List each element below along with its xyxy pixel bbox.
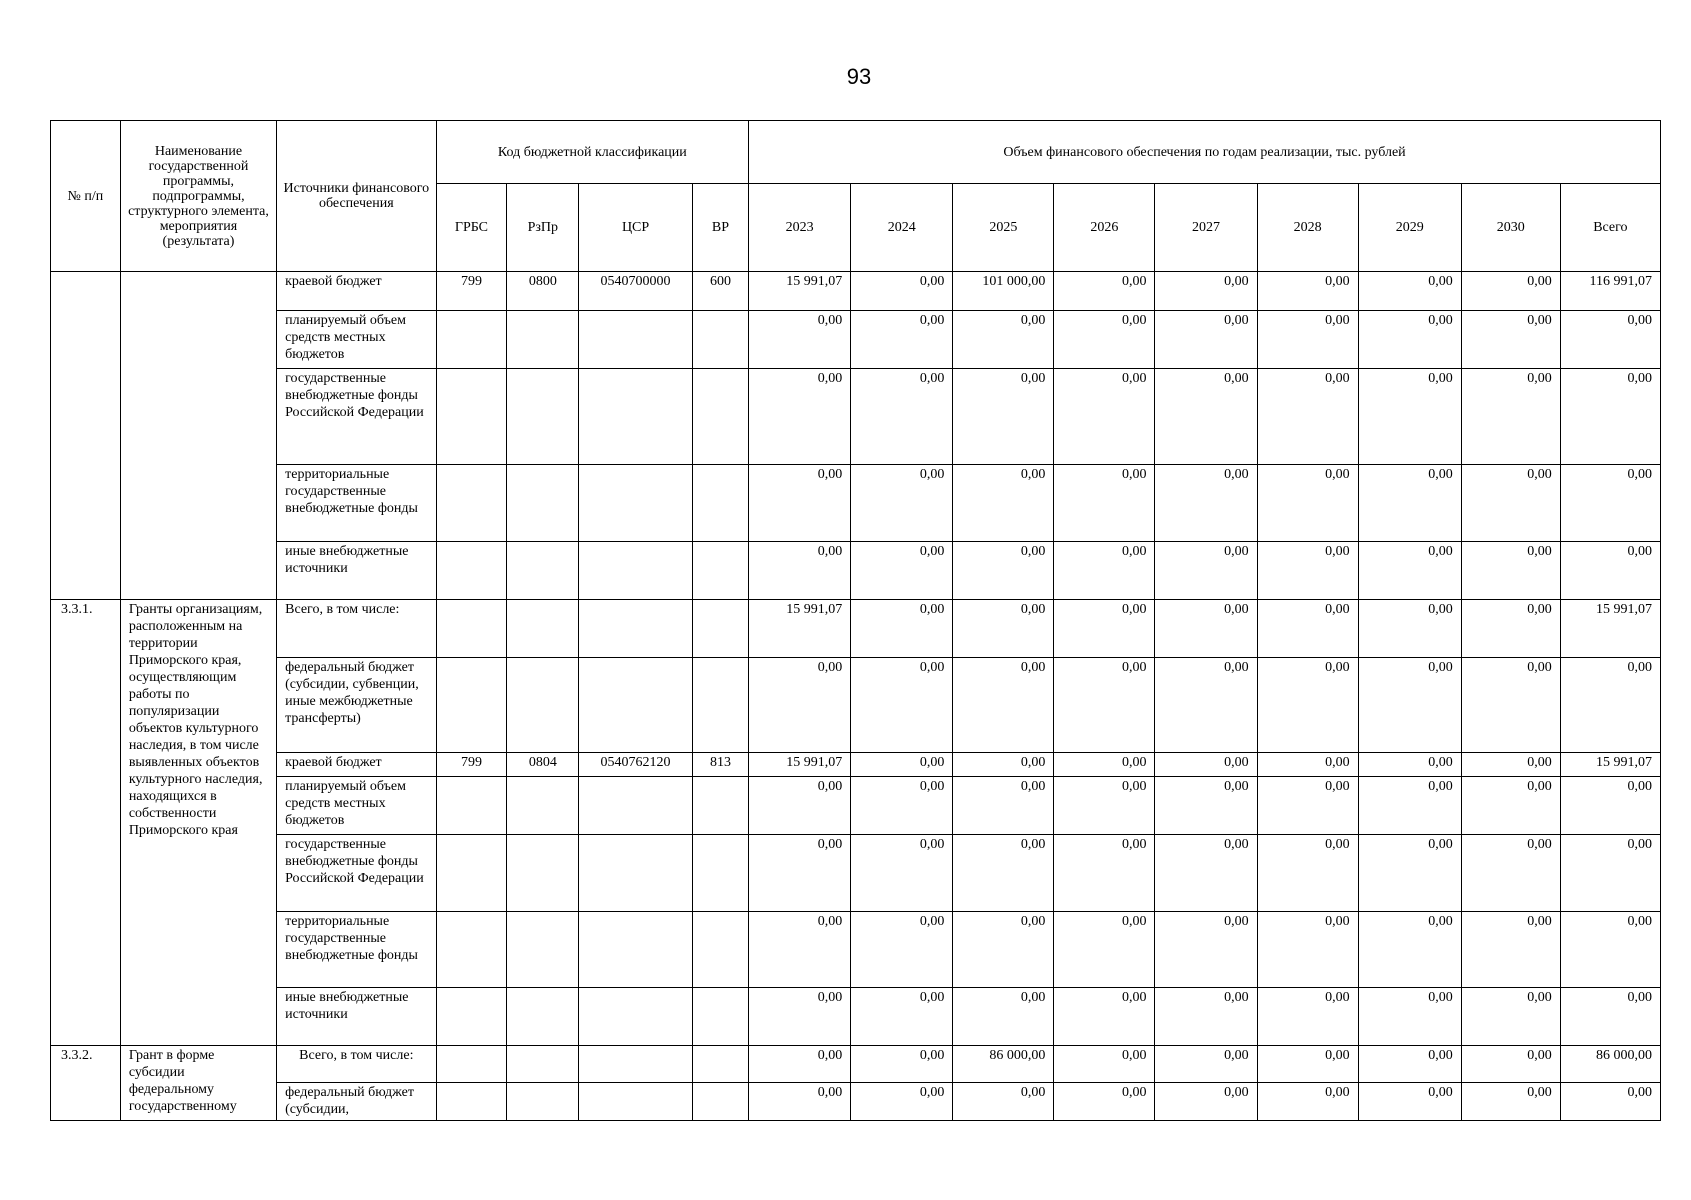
value-year: 0,00 [1257, 1046, 1358, 1083]
value-year: 0,00 [1054, 777, 1155, 835]
code-rzpr [507, 369, 579, 465]
header-year-2025: 2025 [953, 184, 1054, 272]
value-year: 0,00 [1257, 912, 1358, 988]
value-year: 0,00 [953, 1083, 1054, 1121]
value-year: 0,00 [953, 542, 1054, 600]
value-total: 0,00 [1560, 465, 1660, 542]
table-row [51, 753, 1661, 777]
code-vr: 600 [692, 272, 748, 311]
value-year: 0,00 [851, 658, 953, 753]
value-year: 0,00 [1155, 988, 1257, 1046]
header-year-2030: 2030 [1461, 184, 1560, 272]
value-year: 0,00 [749, 542, 851, 600]
code-vr [692, 777, 748, 835]
code-rzpr [507, 835, 579, 912]
value-year: 0,00 [1054, 835, 1155, 912]
value-year: 0,00 [1257, 1083, 1358, 1121]
code-rzpr: 0800 [507, 272, 579, 311]
budget-table [50, 120, 1661, 1121]
value-year: 0,00 [1054, 658, 1155, 753]
value-year: 0,00 [851, 465, 953, 542]
header-year-2024: 2024 [851, 184, 953, 272]
value-year: 0,00 [851, 600, 953, 658]
table-row [51, 1046, 1661, 1083]
value-year: 0,00 [1461, 1046, 1560, 1083]
value-year: 0,00 [1054, 912, 1155, 988]
code-grbs [436, 311, 507, 369]
value-year: 0,00 [1358, 311, 1461, 369]
value-year: 0,00 [1257, 311, 1358, 369]
funding-source: краевой бюджет [277, 272, 436, 311]
table-row [51, 777, 1661, 835]
value-year: 0,00 [1155, 542, 1257, 600]
value-total: 116 991,07 [1560, 272, 1660, 311]
funding-source: территориальные государственные внебюджетные фонды [277, 465, 436, 542]
code-csr [579, 369, 693, 465]
code-grbs: 799 [436, 753, 507, 777]
funding-source: планируемый объем средств местных бюджетов [277, 777, 436, 835]
code-grbs [436, 369, 507, 465]
code-vr: 813 [692, 753, 748, 777]
value-year: 0,00 [1054, 1046, 1155, 1083]
value-year: 0,00 [851, 753, 953, 777]
program-name: Гранты организациям, расположенным на территории Приморского края, осуществляющим работы по популяризации объектов культурного наследия, в том числе выявленных объектов культурного наследия, находящихся в собственности Приморского края [120, 600, 276, 1046]
code-vr [692, 311, 748, 369]
code-csr [579, 600, 693, 658]
value-total: 0,00 [1560, 777, 1660, 835]
header-total: Всего [1560, 184, 1660, 272]
value-year: 0,00 [1461, 600, 1560, 658]
code-rzpr [507, 311, 579, 369]
header-year-2027: 2027 [1155, 184, 1257, 272]
table-row [51, 912, 1661, 988]
value-year: 0,00 [749, 1083, 851, 1121]
value-year: 0,00 [1461, 658, 1560, 753]
header-no: № п/п [51, 121, 121, 272]
code-rzpr: 0804 [507, 753, 579, 777]
row-number: 3.3.2. [51, 1046, 121, 1121]
value-year: 0,00 [1461, 753, 1560, 777]
code-vr [692, 1083, 748, 1121]
value-year: 15 991,07 [749, 272, 851, 311]
value-year: 0,00 [851, 369, 953, 465]
code-grbs [436, 777, 507, 835]
funding-source: территориальные государственные внебюджетные фонды [277, 912, 436, 988]
header-name: Наименование государственной программы, подпрограммы, структурного элемента, мероприятия (результата) [120, 121, 276, 272]
value-total: 0,00 [1560, 988, 1660, 1046]
header-volume: Объем финансового обеспечения по годам реализации, тыс. рублей [749, 121, 1661, 184]
table-row [51, 369, 1661, 465]
value-year: 0,00 [1155, 1083, 1257, 1121]
value-year: 0,00 [1155, 753, 1257, 777]
code-vr [692, 369, 748, 465]
value-year: 0,00 [749, 912, 851, 988]
value-year: 0,00 [851, 1046, 953, 1083]
code-csr: 0540762120 [579, 753, 693, 777]
value-year: 0,00 [749, 777, 851, 835]
value-year: 0,00 [1054, 311, 1155, 369]
header-code-grbs: ГРБС [436, 184, 507, 272]
value-year: 0,00 [1257, 988, 1358, 1046]
value-year: 0,00 [1461, 835, 1560, 912]
funding-source: планируемый объем средств местных бюджетов [277, 311, 436, 369]
header-code-csr: ЦСР [579, 184, 693, 272]
value-year: 0,00 [1358, 835, 1461, 912]
code-grbs: 799 [436, 272, 507, 311]
value-year: 0,00 [1461, 912, 1560, 988]
row-number [51, 272, 121, 600]
value-year: 0,00 [1257, 542, 1358, 600]
code-vr [692, 658, 748, 753]
value-year: 0,00 [1054, 272, 1155, 311]
header-sources: Источники финансового обеспечения [277, 121, 436, 272]
code-csr [579, 912, 693, 988]
value-year: 0,00 [953, 988, 1054, 1046]
value-year: 15 991,07 [749, 600, 851, 658]
value-year: 15 991,07 [749, 753, 851, 777]
header-year-2026: 2026 [1054, 184, 1155, 272]
value-year: 0,00 [1054, 369, 1155, 465]
funding-source: Всего, в том числе: [277, 600, 436, 658]
value-year: 0,00 [851, 311, 953, 369]
value-year: 0,00 [1257, 777, 1358, 835]
code-vr [692, 465, 748, 542]
header-code-rzpr: РзПр [507, 184, 579, 272]
funding-source: краевой бюджет [277, 753, 436, 777]
value-year: 0,00 [749, 369, 851, 465]
value-year: 0,00 [1358, 753, 1461, 777]
funding-source: иные внебюджетные источники [277, 542, 436, 600]
table-row [51, 600, 1661, 658]
table-row [51, 465, 1661, 542]
value-year: 0,00 [1461, 988, 1560, 1046]
code-grbs [436, 1046, 507, 1083]
value-year: 0,00 [1358, 600, 1461, 658]
code-vr [692, 988, 748, 1046]
program-name [120, 272, 276, 600]
code-csr: 0540700000 [579, 272, 693, 311]
table-header [51, 121, 1661, 272]
code-grbs [436, 465, 507, 542]
value-year: 0,00 [851, 988, 953, 1046]
value-year: 0,00 [953, 311, 1054, 369]
code-rzpr [507, 777, 579, 835]
header-year-2028: 2028 [1257, 184, 1358, 272]
value-year: 0,00 [1358, 542, 1461, 600]
value-year: 0,00 [1358, 912, 1461, 988]
funding-source: федеральный бюджет (субсидии, [277, 1083, 436, 1121]
code-csr [579, 1046, 693, 1083]
code-grbs [436, 542, 507, 600]
value-year: 0,00 [1257, 753, 1358, 777]
value-total: 86 000,00 [1560, 1046, 1660, 1083]
table-row [51, 272, 1661, 311]
value-year: 0,00 [1257, 600, 1358, 658]
page-number: 93 [846, 64, 872, 89]
header-code-vr: ВР [692, 184, 748, 272]
header-year-2023: 2023 [749, 184, 851, 272]
value-year: 0,00 [1257, 658, 1358, 753]
value-year: 0,00 [1358, 465, 1461, 542]
funding-source: Всего, в том числе: [277, 1046, 436, 1083]
code-vr [692, 1046, 748, 1083]
value-year: 0,00 [1155, 465, 1257, 542]
value-year: 0,00 [851, 912, 953, 988]
value-year: 0,00 [1461, 311, 1560, 369]
code-grbs [436, 600, 507, 658]
value-year: 0,00 [1257, 369, 1358, 465]
value-year: 0,00 [1257, 465, 1358, 542]
value-year: 0,00 [1155, 777, 1257, 835]
value-year: 0,00 [749, 835, 851, 912]
code-rzpr [507, 1046, 579, 1083]
value-year: 0,00 [953, 600, 1054, 658]
value-year: 0,00 [1461, 542, 1560, 600]
code-rzpr [507, 600, 579, 658]
value-year: 0,00 [1358, 1046, 1461, 1083]
value-year: 0,00 [1054, 753, 1155, 777]
code-csr [579, 542, 693, 600]
code-csr [579, 658, 693, 753]
code-csr [579, 311, 693, 369]
value-year: 0,00 [1358, 369, 1461, 465]
value-year: 0,00 [953, 658, 1054, 753]
value-year: 0,00 [1257, 272, 1358, 311]
value-year: 0,00 [1054, 465, 1155, 542]
value-year: 0,00 [1155, 658, 1257, 753]
value-year: 0,00 [1054, 1083, 1155, 1121]
value-total: 0,00 [1560, 658, 1660, 753]
value-total: 0,00 [1560, 1083, 1660, 1121]
value-year: 0,00 [1461, 777, 1560, 835]
value-year: 0,00 [1155, 912, 1257, 988]
table-row [51, 1083, 1661, 1121]
value-year: 0,00 [1155, 600, 1257, 658]
value-year: 0,00 [749, 465, 851, 542]
funding-source: государственные внебюджетные фонды Российской Федерации [277, 369, 436, 465]
value-year: 0,00 [1155, 311, 1257, 369]
value-total: 0,00 [1560, 542, 1660, 600]
value-total: 0,00 [1560, 835, 1660, 912]
table-row [51, 542, 1661, 600]
table-row [51, 988, 1661, 1046]
code-rzpr [507, 912, 579, 988]
code-rzpr [507, 988, 579, 1046]
value-year: 101 000,00 [953, 272, 1054, 311]
value-year: 0,00 [953, 912, 1054, 988]
value-year: 0,00 [1461, 465, 1560, 542]
code-vr [692, 912, 748, 988]
value-year: 0,00 [749, 311, 851, 369]
value-year: 0,00 [1358, 658, 1461, 753]
value-year: 0,00 [1257, 835, 1358, 912]
value-year: 0,00 [953, 753, 1054, 777]
value-year: 0,00 [1358, 777, 1461, 835]
table-row [51, 311, 1661, 369]
value-total: 15 991,07 [1560, 600, 1660, 658]
value-year: 0,00 [851, 1083, 953, 1121]
funding-source: федеральный бюджет (субсидии, субвенции, иные межбюджетные трансферты) [277, 658, 436, 753]
value-total: 0,00 [1560, 369, 1660, 465]
code-vr [692, 542, 748, 600]
value-year: 0,00 [851, 272, 953, 311]
value-year: 0,00 [1054, 542, 1155, 600]
code-csr [579, 988, 693, 1046]
value-year: 0,00 [1155, 272, 1257, 311]
header-year-2029: 2029 [1358, 184, 1461, 272]
code-rzpr [507, 658, 579, 753]
value-year: 0,00 [1358, 272, 1461, 311]
value-year: 0,00 [749, 988, 851, 1046]
header-budget-code: Код бюджетной классификации [436, 121, 749, 184]
value-year: 0,00 [1358, 988, 1461, 1046]
value-year: 0,00 [1461, 369, 1560, 465]
value-year: 0,00 [953, 835, 1054, 912]
funding-source: государственные внебюджетные фонды Российской Федерации [277, 835, 436, 912]
funding-source: иные внебюджетные источники [277, 988, 436, 1046]
value-year: 0,00 [1054, 988, 1155, 1046]
code-csr [579, 835, 693, 912]
value-year: 0,00 [1155, 369, 1257, 465]
value-year: 0,00 [1054, 600, 1155, 658]
code-grbs [436, 658, 507, 753]
value-year: 0,00 [1358, 1083, 1461, 1121]
value-year: 0,00 [1461, 1083, 1560, 1121]
value-total: 0,00 [1560, 912, 1660, 988]
value-year: 86 000,00 [953, 1046, 1054, 1083]
code-grbs [436, 835, 507, 912]
program-name: Грант в форме субсидии федеральному государственному [120, 1046, 276, 1121]
row-number: 3.3.1. [51, 600, 121, 1046]
value-year: 0,00 [953, 465, 1054, 542]
value-year: 0,00 [851, 777, 953, 835]
code-rzpr [507, 1083, 579, 1121]
code-vr [692, 600, 748, 658]
table-row [51, 658, 1661, 753]
value-year: 0,00 [1461, 272, 1560, 311]
value-total: 0,00 [1560, 311, 1660, 369]
table-body [51, 272, 1661, 1121]
value-year: 0,00 [1155, 835, 1257, 912]
value-year: 0,00 [851, 835, 953, 912]
code-rzpr [507, 465, 579, 542]
value-total: 15 991,07 [1560, 753, 1660, 777]
value-year: 0,00 [749, 658, 851, 753]
value-year: 0,00 [851, 542, 953, 600]
code-vr [692, 835, 748, 912]
value-year: 0,00 [953, 369, 1054, 465]
code-grbs [436, 912, 507, 988]
value-year: 0,00 [953, 777, 1054, 835]
code-grbs [436, 1083, 507, 1121]
code-csr [579, 777, 693, 835]
value-year: 0,00 [1155, 1046, 1257, 1083]
code-csr [579, 465, 693, 542]
code-rzpr [507, 542, 579, 600]
code-csr [579, 1083, 693, 1121]
table-row [51, 835, 1661, 912]
value-year: 0,00 [749, 1046, 851, 1083]
code-grbs [436, 988, 507, 1046]
